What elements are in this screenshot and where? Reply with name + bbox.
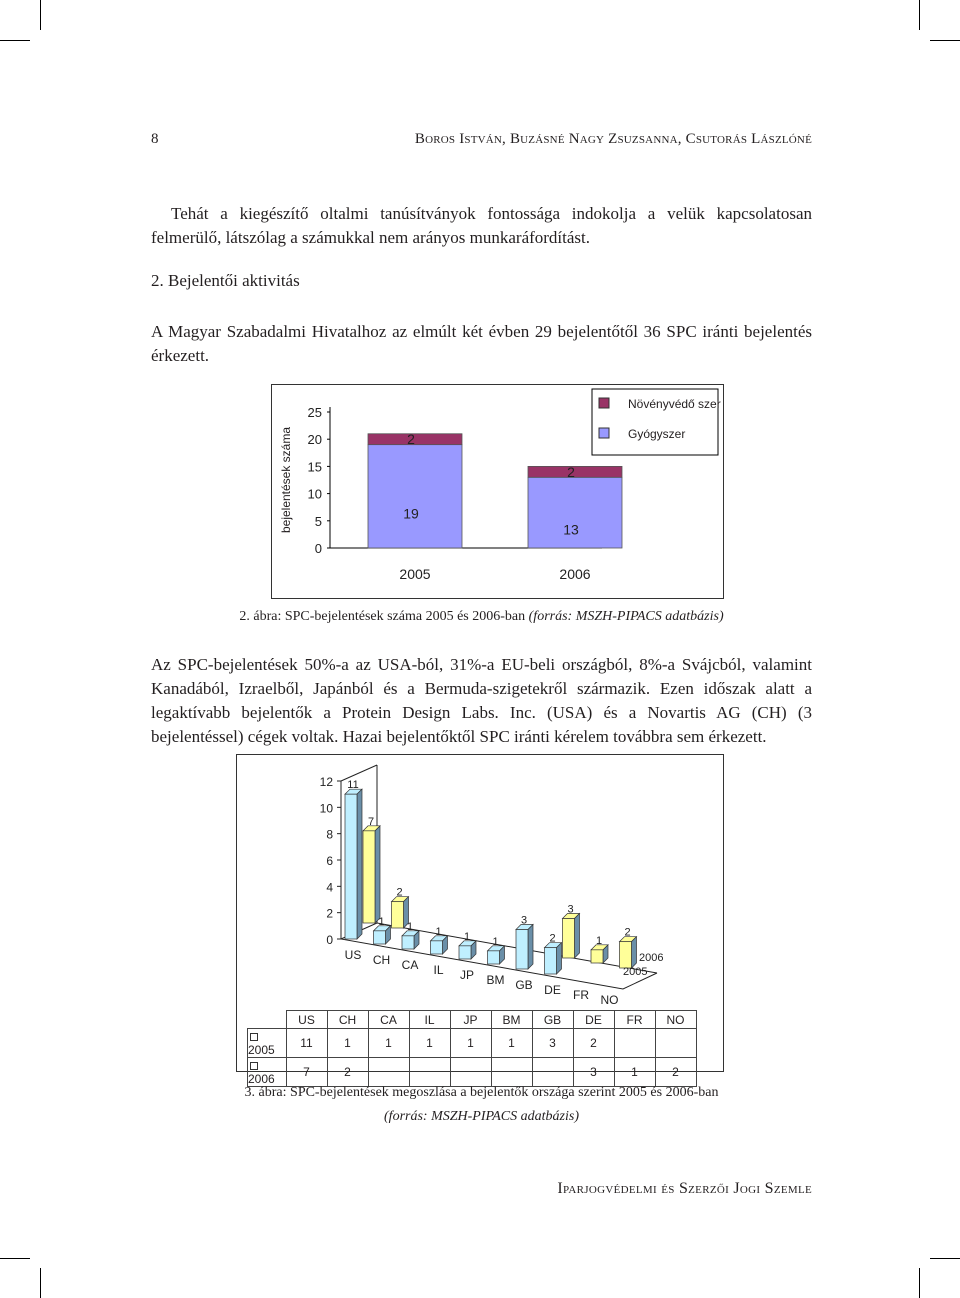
- depth-label-2005: 2005: [623, 966, 648, 978]
- data-label: 7: [367, 815, 375, 828]
- x-tick-label: JP: [459, 968, 475, 982]
- bar-front: [620, 942, 632, 968]
- bar-2005-CH: [374, 926, 391, 944]
- y-tick-label: 25: [307, 405, 322, 420]
- table-cell: [614, 1029, 655, 1058]
- table-cell: 3: [573, 1058, 614, 1087]
- data-label: 1: [595, 934, 603, 947]
- y-tick-label: 0: [314, 541, 322, 556]
- bar-front: [459, 946, 471, 959]
- x-tick-label: DE: [544, 983, 561, 997]
- data-label: 1: [378, 915, 385, 928]
- x-tick-label: 2005: [399, 566, 431, 582]
- bar-front: [431, 941, 443, 954]
- bar-2005-GB: [516, 925, 533, 970]
- crop-mark: [930, 40, 960, 41]
- table-cell: 7: [286, 1058, 327, 1087]
- table-cell: 11: [286, 1029, 327, 1058]
- figure-2-caption-text: 2. ábra: SPC-bejelentések száma 2005 és 2006-ban: [239, 609, 529, 624]
- bar-front: [374, 931, 386, 944]
- y-tick-label: 4: [326, 880, 333, 895]
- figure-2-caption: [151, 607, 812, 627]
- figure-2-caption-source: (forrás: MSZH-PIPACS adatbázis): [528, 609, 724, 624]
- y-tick-label: 12: [319, 775, 333, 789]
- table-cell: 1: [368, 1029, 409, 1058]
- table-header-cell: GB: [532, 1011, 573, 1029]
- table-cell: 2: [573, 1029, 614, 1058]
- table-header-row: [248, 1011, 697, 1029]
- y-tick-label: 0: [326, 933, 333, 947]
- crop-mark: [919, 0, 920, 30]
- bar-növényvédő-szer-2005: [368, 434, 462, 445]
- data-label: 19: [403, 505, 419, 522]
- data-label: 2: [567, 463, 575, 480]
- bar-2005-CA: [402, 931, 419, 949]
- figure-3-caption-source: [151, 1107, 812, 1127]
- crop-mark: [0, 40, 30, 41]
- bar-side: [375, 826, 380, 923]
- table-cell: [655, 1029, 696, 1058]
- y-tick-label: 6: [326, 854, 333, 868]
- legend-swatch: [599, 428, 609, 438]
- data-label: 2: [396, 886, 403, 899]
- crop-mark: [40, 0, 41, 30]
- data-label: 2: [624, 926, 631, 939]
- bar-2006-CH: [392, 897, 409, 928]
- table-row-label-text: 2006: [248, 1072, 275, 1086]
- x-tick-label: CH: [372, 953, 391, 967]
- bar-2005-US: [345, 789, 362, 939]
- bar-front: [563, 919, 575, 959]
- bar-2005-IL: [431, 936, 448, 954]
- data-label: 1: [492, 935, 499, 948]
- data-table: [247, 1010, 697, 1087]
- crop-mark: [0, 1258, 30, 1259]
- bar-gyógyszer-2005: [368, 445, 462, 548]
- legend-label: Növényvédő szer: [628, 397, 721, 411]
- table-cell: 1: [614, 1058, 655, 1087]
- data-label: 2: [549, 932, 556, 945]
- bar-front: [488, 951, 500, 964]
- bar-side: [357, 789, 362, 939]
- x-tick-label: BM: [486, 973, 505, 987]
- table-row-label-text: 2005: [248, 1043, 275, 1057]
- depth-label-2006: 2006: [639, 952, 664, 964]
- table-cell: 1: [409, 1029, 450, 1058]
- data-label: 3: [520, 914, 528, 927]
- running-header-authors: Boros István, Buzásné Nagy Zsuzsanna, Csutorás Lászlóné: [414, 131, 812, 147]
- table-corner-cell: [248, 1011, 287, 1029]
- section-heading: 2. Bejelentői aktivitás: [151, 271, 300, 290]
- crop-mark: [919, 1268, 920, 1298]
- y-tick-label: 10: [319, 801, 333, 816]
- table-row: [248, 1029, 697, 1058]
- table-header-cell: US: [286, 1011, 327, 1029]
- data-label: 1: [463, 930, 471, 943]
- table-cell: 2: [327, 1058, 368, 1087]
- paragraph-applications: A Magyar Szabadalmi Hivatalhoz az elmúlt két évben 29 bejelentőtől 36 SPC iránti bejelentés érkezett.: [151, 322, 812, 365]
- bar-2006-FR: [591, 945, 608, 963]
- figure-3-caption-source-text: (forrás: MSZH-PIPACS adatbázis): [384, 1109, 579, 1124]
- bar-2005-JP: [459, 941, 476, 959]
- bar-2006-DE: [563, 914, 580, 959]
- stacked-bar-chart: [272, 385, 723, 598]
- table-header-cell: BM: [491, 1011, 532, 1029]
- figure-2-chart: [271, 384, 724, 599]
- journal-footer: Iparjogvédelmi és Szerzői Jogi Szemle: [557, 1180, 812, 1197]
- figure-3-chart: [236, 754, 724, 1086]
- table-cell: 1: [327, 1029, 368, 1058]
- y-tick-label: 15: [307, 459, 322, 475]
- bar-side: [575, 914, 580, 959]
- table-header-cell: JP: [450, 1011, 491, 1029]
- table-cell: 1: [450, 1029, 491, 1058]
- table-cell: 3: [532, 1029, 573, 1058]
- bar-front: [516, 930, 528, 970]
- y-tick-label: 8: [326, 827, 333, 842]
- x-tick-label: NO: [600, 993, 619, 1007]
- bar-front: [363, 831, 375, 923]
- bar-front: [402, 936, 414, 949]
- y-axis-label: bejelentések száma: [279, 426, 293, 534]
- table-header-cell: NO: [655, 1011, 696, 1029]
- table-header-cell: FR: [614, 1011, 655, 1029]
- legend: [592, 389, 721, 455]
- bar-front: [345, 794, 357, 939]
- bar-side: [632, 937, 637, 968]
- paragraph-intro: Tehát a kiegészítő oltalmi tanúsítványok fontossága indokolja a velük kapcsolatosan felmerülő, látszólag a számukkal nem arányos munkaráfordítást.: [151, 204, 812, 247]
- bar-side: [557, 943, 562, 974]
- data-label: 3: [567, 903, 574, 916]
- bar-2005-DE: [545, 943, 562, 974]
- data-label: 13: [563, 521, 579, 538]
- x-tick-label: GB: [515, 978, 533, 992]
- table-cell: 2: [655, 1058, 696, 1087]
- bar-2006-NO: [620, 937, 637, 968]
- data-label: 2: [407, 431, 415, 448]
- page-number: 8: [151, 131, 159, 147]
- x-tick-label: 2006: [559, 566, 591, 582]
- bar-2005-BM: [488, 946, 505, 964]
- table-header-cell: IL: [409, 1011, 450, 1029]
- legend-swatch: [599, 398, 609, 408]
- table-cell: 1: [491, 1029, 532, 1058]
- x-tick-label: IL: [433, 963, 444, 977]
- y-tick-label: 2: [326, 906, 333, 921]
- bar-növényvédő-szer-2006: [528, 466, 622, 477]
- figure-3-caption: 3. ábra: SPC-bejelentések megoszlása a bejelentők országa szerint 2005 és 2006-ban: [244, 1085, 719, 1100]
- x-tick-label: US: [344, 948, 362, 962]
- paragraph-origin: Az SPC-bejelentések 50%-a az USA-ból, 31%-a EU-beli országból, 8%-a Svájcból, valamint Kanadából, Izraelből, Japánból és a Bermuda-szigetekről származik. Ezen időszak alatt a legaktívabb bejelentők a Protein Design Labs. Inc. (USA) és a Novartis AG (CH) (3 bejelentéssel) cégek voltak. Hazai bejelentőktől SPC iránti kérelem továbbra sem érkezett.: [151, 655, 812, 746]
- data-label: 1: [406, 920, 414, 933]
- data-label: 11: [347, 779, 359, 792]
- table-header-cell: CA: [368, 1011, 409, 1029]
- x-tick-label: FR: [573, 988, 589, 1002]
- data-label: 1: [435, 925, 442, 938]
- bar-2006-US: [363, 826, 380, 923]
- y-tick-label: 10: [307, 486, 322, 502]
- y-tick-label: 20: [307, 432, 322, 448]
- table-row-label: [248, 1029, 287, 1058]
- bar-side: [528, 925, 533, 970]
- bar-front: [591, 950, 603, 963]
- table-header-cell: CH: [327, 1011, 368, 1029]
- crop-mark: [930, 1258, 960, 1259]
- y-tick-label: 5: [314, 513, 322, 529]
- x-tick-label: CA: [401, 958, 419, 972]
- bar-front: [545, 948, 557, 974]
- legend-label: Gyógyszer: [628, 427, 686, 441]
- crop-mark: [40, 1268, 41, 1298]
- bar-front: [392, 902, 404, 928]
- table-header-cell: DE: [573, 1011, 614, 1029]
